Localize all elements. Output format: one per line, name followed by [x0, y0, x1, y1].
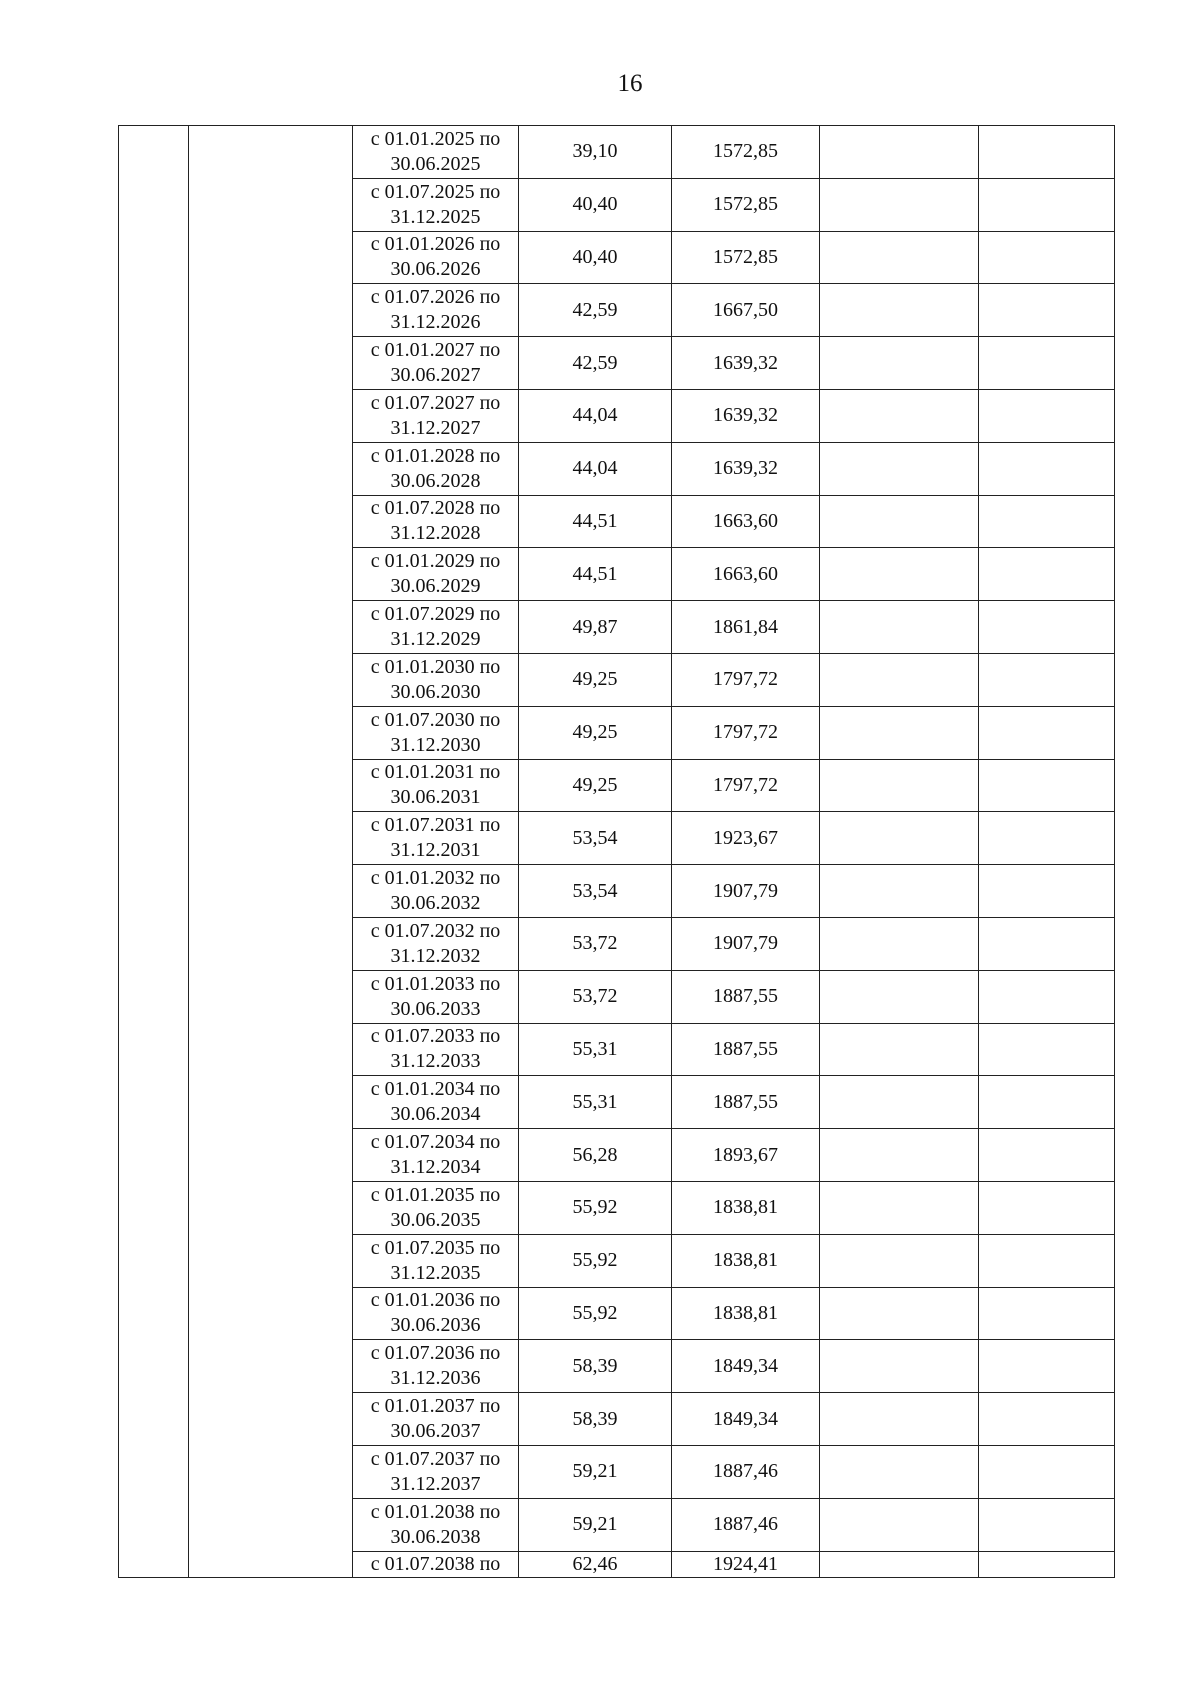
value1-cell: 55,92 [519, 1234, 672, 1287]
period-cell: с 01.07.2032 по 31.12.2032 [353, 917, 519, 970]
value1-cell: 59,21 [519, 1498, 672, 1551]
period-cell: с 01.07.2034 по 31.12.2034 [353, 1129, 519, 1182]
empty-cell-col6 [820, 1234, 979, 1287]
period-cell: с 01.07.2027 по 31.12.2027 [353, 389, 519, 442]
empty-cell-col7 [979, 337, 1115, 390]
empty-cell-col7 [979, 1181, 1115, 1234]
period-cell: с 01.07.2038 по [353, 1551, 519, 1577]
empty-cell-col6 [820, 337, 979, 390]
value1-cell: 49,25 [519, 706, 672, 759]
empty-cell-col6 [820, 1181, 979, 1234]
empty-cell-col7 [979, 231, 1115, 284]
value1-cell: 44,51 [519, 548, 672, 601]
value1-cell: 40,40 [519, 231, 672, 284]
value2-cell: 1861,84 [672, 601, 820, 654]
value2-cell: 1849,34 [672, 1393, 820, 1446]
value2-cell: 1663,60 [672, 548, 820, 601]
empty-cell-col7 [979, 1234, 1115, 1287]
value1-cell: 55,92 [519, 1287, 672, 1340]
value2-cell: 1667,50 [672, 284, 820, 337]
empty-cell-col7 [979, 759, 1115, 812]
empty-cell-col7 [979, 706, 1115, 759]
empty-cell-col7 [979, 653, 1115, 706]
value2-cell: 1663,60 [672, 495, 820, 548]
period-cell: с 01.07.2025 по 31.12.2025 [353, 178, 519, 231]
value2-cell: 1887,46 [672, 1498, 820, 1551]
period-cell: с 01.07.2036 по 31.12.2036 [353, 1340, 519, 1393]
period-cell: с 01.01.2032 по 30.06.2032 [353, 865, 519, 918]
value2-cell: 1639,32 [672, 442, 820, 495]
value1-cell: 53,54 [519, 865, 672, 918]
value1-cell: 44,04 [519, 442, 672, 495]
value2-cell: 1907,79 [672, 917, 820, 970]
empty-cell-col6 [820, 865, 979, 918]
empty-cell-col7 [979, 548, 1115, 601]
empty-cell-col6 [820, 917, 979, 970]
empty-cell-col7 [979, 1129, 1115, 1182]
value2-cell: 1893,67 [672, 1129, 820, 1182]
value1-cell: 44,04 [519, 389, 672, 442]
period-cell: с 01.07.2029 по 31.12.2029 [353, 601, 519, 654]
page-number: 16 [617, 70, 643, 97]
empty-cell-col6 [820, 548, 979, 601]
value2-cell: 1639,32 [672, 389, 820, 442]
empty-cell-col6 [820, 1445, 979, 1498]
tariff-table [118, 125, 1115, 1578]
empty-cell-col7 [979, 1076, 1115, 1129]
period-cell: с 01.01.2036 по 30.06.2036 [353, 1287, 519, 1340]
empty-cell-col6 [820, 759, 979, 812]
value2-cell: 1838,81 [672, 1181, 820, 1234]
empty-cell-col7 [979, 1287, 1115, 1340]
period-cell: с 01.07.2026 по 31.12.2026 [353, 284, 519, 337]
period-cell: с 01.01.2026 по 30.06.2026 [353, 231, 519, 284]
value1-cell: 44,51 [519, 495, 672, 548]
value2-cell: 1887,46 [672, 1445, 820, 1498]
value1-cell: 58,39 [519, 1393, 672, 1446]
period-cell: с 01.01.2028 по 30.06.2028 [353, 442, 519, 495]
empty-cell-col7 [979, 442, 1115, 495]
empty-cell-col6 [820, 495, 979, 548]
value2-cell: 1838,81 [672, 1287, 820, 1340]
value1-cell: 53,54 [519, 812, 672, 865]
empty-cell-col7 [979, 495, 1115, 548]
empty-cell-col7 [979, 1551, 1115, 1577]
value1-cell: 59,21 [519, 1445, 672, 1498]
table-cell-empty-col2 [189, 126, 353, 1578]
period-cell: с 01.01.2030 по 30.06.2030 [353, 653, 519, 706]
empty-cell-col6 [820, 389, 979, 442]
period-cell: с 01.01.2033 по 30.06.2033 [353, 970, 519, 1023]
empty-cell-col6 [820, 442, 979, 495]
value2-cell: 1924,41 [672, 1551, 820, 1577]
value2-cell: 1849,34 [672, 1340, 820, 1393]
empty-cell-col6 [820, 1393, 979, 1446]
empty-cell-col7 [979, 812, 1115, 865]
value1-cell: 56,28 [519, 1129, 672, 1182]
period-cell: с 01.07.2035 по 31.12.2035 [353, 1234, 519, 1287]
value1-cell: 49,25 [519, 653, 672, 706]
empty-cell-col7 [979, 865, 1115, 918]
value2-cell: 1639,32 [672, 337, 820, 390]
empty-cell-col6 [820, 231, 979, 284]
empty-cell-col6 [820, 1287, 979, 1340]
period-cell: с 01.01.2025 по 30.06.2025 [353, 126, 519, 179]
empty-cell-col7 [979, 178, 1115, 231]
empty-cell-col6 [820, 1340, 979, 1393]
period-cell: с 01.01.2029 по 30.06.2029 [353, 548, 519, 601]
period-cell: с 01.07.2031 по 31.12.2031 [353, 812, 519, 865]
empty-cell-col6 [820, 601, 979, 654]
value1-cell: 39,10 [519, 126, 672, 179]
empty-cell-col7 [979, 1340, 1115, 1393]
empty-cell-col7 [979, 1445, 1115, 1498]
empty-cell-col7 [979, 970, 1115, 1023]
period-cell: с 01.07.2033 по 31.12.2033 [353, 1023, 519, 1076]
period-cell: с 01.07.2028 по 31.12.2028 [353, 495, 519, 548]
empty-cell-col6 [820, 178, 979, 231]
empty-cell-col7 [979, 389, 1115, 442]
empty-cell-col7 [979, 1023, 1115, 1076]
period-cell: с 01.01.2031 по 30.06.2031 [353, 759, 519, 812]
empty-cell-col6 [820, 706, 979, 759]
value2-cell: 1907,79 [672, 865, 820, 918]
value2-cell: 1572,85 [672, 126, 820, 179]
value1-cell: 49,25 [519, 759, 672, 812]
value2-cell: 1887,55 [672, 1023, 820, 1076]
empty-cell-col6 [820, 812, 979, 865]
period-cell: с 01.01.2027 по 30.06.2027 [353, 337, 519, 390]
empty-cell-col6 [820, 1129, 979, 1182]
value1-cell: 55,31 [519, 1076, 672, 1129]
value1-cell: 55,31 [519, 1023, 672, 1076]
empty-cell-col6 [820, 284, 979, 337]
value1-cell: 58,39 [519, 1340, 672, 1393]
value2-cell: 1838,81 [672, 1234, 820, 1287]
empty-cell-col7 [979, 1498, 1115, 1551]
value1-cell: 42,59 [519, 337, 672, 390]
empty-cell-col6 [820, 1023, 979, 1076]
empty-cell-col6 [820, 1498, 979, 1551]
period-cell: с 01.01.2035 по 30.06.2035 [353, 1181, 519, 1234]
period-cell: с 01.01.2034 по 30.06.2034 [353, 1076, 519, 1129]
value1-cell: 53,72 [519, 970, 672, 1023]
table-cell-empty-col1 [119, 126, 189, 1578]
empty-cell-col6 [820, 970, 979, 1023]
period-cell: с 01.01.2038 по 30.06.2038 [353, 1498, 519, 1551]
empty-cell-col7 [979, 126, 1115, 179]
value2-cell: 1887,55 [672, 1076, 820, 1129]
value2-cell: 1797,72 [672, 759, 820, 812]
value2-cell: 1572,85 [672, 231, 820, 284]
value1-cell: 53,72 [519, 917, 672, 970]
value1-cell: 62,46 [519, 1551, 672, 1577]
value1-cell: 49,87 [519, 601, 672, 654]
empty-cell-col7 [979, 1393, 1115, 1446]
value2-cell: 1797,72 [672, 653, 820, 706]
period-cell: с 01.01.2037 по 30.06.2037 [353, 1393, 519, 1446]
value1-cell: 55,92 [519, 1181, 672, 1234]
empty-cell-col6 [820, 1076, 979, 1129]
period-cell: с 01.07.2030 по 31.12.2030 [353, 706, 519, 759]
empty-cell-col6 [820, 653, 979, 706]
value1-cell: 40,40 [519, 178, 672, 231]
empty-cell-col7 [979, 601, 1115, 654]
empty-cell-col7 [979, 284, 1115, 337]
value2-cell: 1572,85 [672, 178, 820, 231]
value2-cell: 1923,67 [672, 812, 820, 865]
period-cell: с 01.07.2037 по 31.12.2037 [353, 1445, 519, 1498]
value1-cell: 42,59 [519, 284, 672, 337]
empty-cell-col6 [820, 126, 979, 179]
empty-cell-col6 [820, 1551, 979, 1577]
empty-cell-col7 [979, 917, 1115, 970]
value2-cell: 1797,72 [672, 706, 820, 759]
table-row [119, 126, 1115, 179]
value2-cell: 1887,55 [672, 970, 820, 1023]
